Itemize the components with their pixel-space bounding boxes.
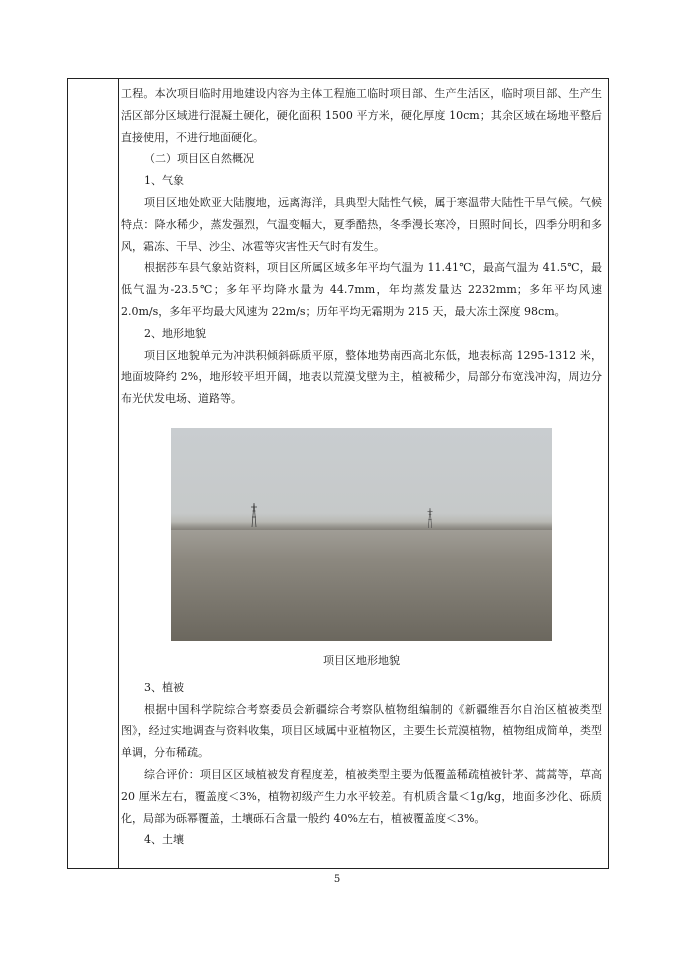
photo-horizon (171, 522, 552, 530)
paragraph-vegetation-1: 根据中国科学院综合考察委员会新疆综合考察队植物组编制的《新疆维吾尔自治区植被类型图》，经过实地调查与资料收集，项目区域属中亚植物区，主要生长荒漠植物，植物组成简单，类型单调，分布稀疏。 (121, 702, 602, 760)
subheading-climate: 1、气象 (144, 174, 184, 188)
subheading-vegetation: 3、植被 (144, 680, 184, 694)
power-tower-icon (427, 508, 433, 528)
paragraph-terrain: 项目区地貌单元为冲洪积倾斜砾质平原，整体地势南西高北东低，地表标高 1295-1312 米，地面坡降约 2%，地形较平坦开阔，地表以荒漠戈壁为主，植被稀少，局部分布宽浅冲沟，周边分布光伏发电场、道路等。 (121, 348, 602, 406)
document-body (121, 83, 602, 851)
subheading-soil: 4、土壤 (144, 833, 184, 847)
section-heading-natural: （二）项目区自然概况 (144, 152, 254, 166)
paragraph-vegetation-2: 综合评价：项目区区域植被发育程度差，植被类型主要为低覆盖稀疏植被针茅、蒿蒿等，草高 20 厘米左右，覆盖度＜3%，植物初级产生力水平较差。有机质含量＜1g/kg，地面多沙化、砾质化，局部为砾幂覆盖，土壤砾石含量一般约 40%左右，植被覆盖度＜3%。 (121, 767, 602, 825)
subheading-terrain: 2、地形地貌 (144, 326, 206, 340)
paragraph-climate-2: 根据莎车县气象站资料，项目区所属区域多年平均气温为 11.41℃，最高气温为 41.5℃，最低气温为-23.5℃；多年平均降水量为 44.7mm，年均蒸发量达 2232mm；多年平均风速 2.0m/s，多年平均最大风速为 22m/s；历年平均无霜期为 215 天，最大冻土深度 98cm。 (121, 261, 602, 318)
photo-caption: 项目区地形地貌 (323, 653, 400, 667)
terrain-photo (171, 428, 552, 641)
page-number: 5 (333, 874, 341, 885)
paragraph-intro: 工程。本次项目临时用地建设内容为主体工程施工临时项目部、生产生活区，临时项目部、生产生活区部分区域进行混凝土硬化，硬化面积 1500 平方米，硬化厚度 10cm；其余区域在场地平整后直接使用，不进行地面硬化。 (121, 87, 602, 144)
paragraph-climate-1: 项目区地处欧亚大陆腹地，远离海洋，具典型大陆性气候，属于寒温带大陆性干旱气候。气候特点：降水稀少，蒸发强烈，气温变幅大，夏季酷热，冬季漫长寒冷，日照时间长，四季分明和多风，霜冻、干旱、沙尘、冰雹等灾害性天气时有发生。 (121, 195, 602, 253)
power-tower-icon (251, 503, 257, 527)
column-divider (118, 79, 119, 868)
